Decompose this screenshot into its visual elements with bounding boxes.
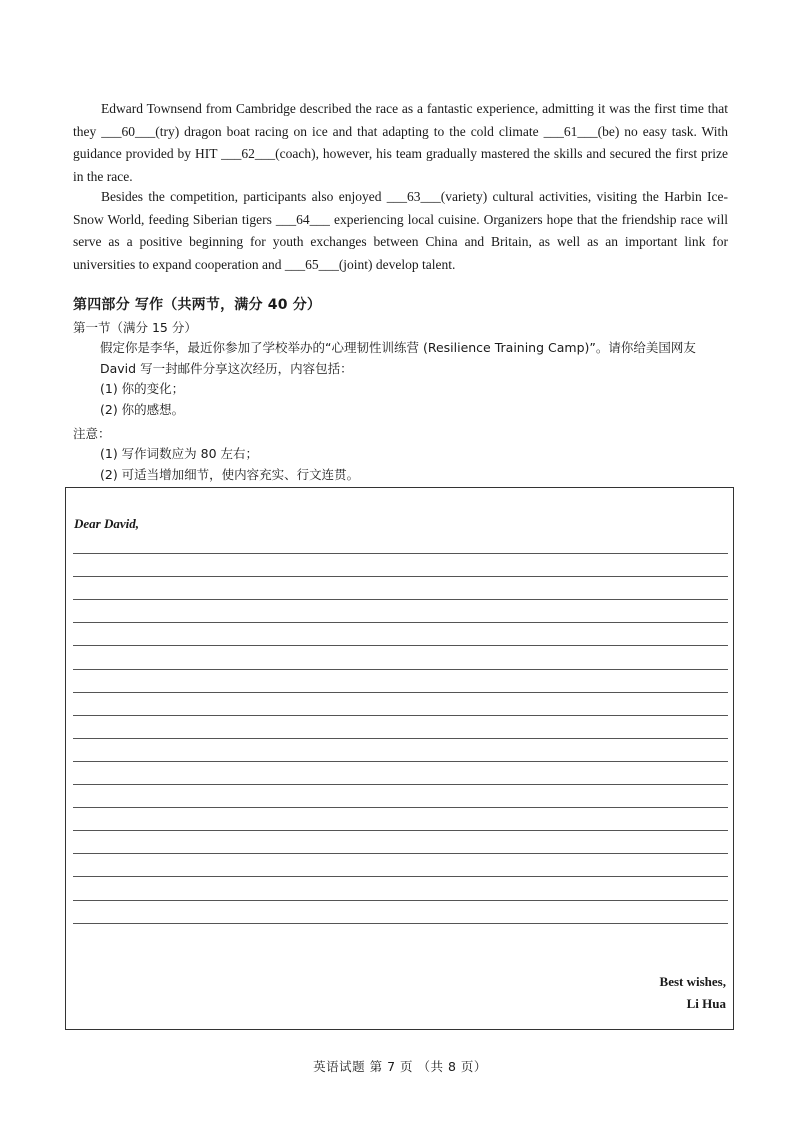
writing-task <box>73 338 733 420</box>
writing-line[interactable] <box>73 900 728 901</box>
page-footer: 英语试题 第 7 页 （共 8 页） <box>313 1059 487 1074</box>
paragraph-2-text: Besides the competition, participants also enjoyed ___63___(variety) cultural activities, visiting the Harbin Ice-Snow World, feeding Siberian tigers ___64___ experiencing local cuisine. Organizers hope that the friendship race will serve as a positive beginning for youth exchanges between China and Britain, as well as an important link for universities to expand cooperation and ___65___(joint) develop talent. <box>73 189 728 272</box>
closing-phrase: Best wishes, <box>659 974 726 989</box>
content-points <box>73 379 733 420</box>
passage-paragraph-2 <box>73 186 728 276</box>
writing-line[interactable] <box>73 645 728 646</box>
writing-line[interactable] <box>73 622 728 623</box>
writing-part-title: 第四部分 写作（共两节，满分 40 分） <box>73 297 322 313</box>
letter-closing <box>660 971 726 1015</box>
paragraph-1-text: Edward Townsend from Cambridge described the race as a fantastic experience, admitting it was the first time that they ___60___(try) dragon boat racing on ice and that adapting to the cold climate ___61___(be) no easy task. With guidance provided by HIT ___62___(coach), however, his team gradually mastered the skills and secured the first prize in the race. <box>73 101 728 184</box>
passage-paragraph-1 <box>73 98 728 188</box>
writing-line[interactable] <box>73 692 728 693</box>
writing-line[interactable] <box>73 830 728 831</box>
note-2: (2) 可适当增加细节，使内容充实、行文连贯。 <box>100 466 360 482</box>
salutation: Dear David, <box>74 516 139 531</box>
writing-line[interactable] <box>73 738 728 739</box>
signature: Li Hua <box>686 996 726 1011</box>
writing-line[interactable] <box>73 669 728 670</box>
writing-line[interactable] <box>73 761 728 762</box>
writing-line[interactable] <box>73 784 728 785</box>
task-prompt: 假定你是李华，最近你参加了学校举办的“心理韧性训练营 (Resilience Training Camp)”。请你给美国网友 David 写一封邮件分享这次经历，内容包括： <box>100 340 696 376</box>
writing-line[interactable] <box>73 876 728 877</box>
writing-line[interactable] <box>73 807 728 808</box>
writing-line[interactable] <box>73 715 728 716</box>
writing-section-title: 第一节（满分 15 分） <box>73 320 197 335</box>
note-1: (1) 写作词数应为 80 左右； <box>100 446 259 461</box>
writing-line[interactable] <box>73 923 728 924</box>
writing-line[interactable] <box>73 576 728 577</box>
notes-label: 注意： <box>73 426 111 441</box>
writing-line[interactable] <box>73 553 728 554</box>
notes-list <box>100 444 359 485</box>
writing-line[interactable] <box>73 853 728 854</box>
answer-box[interactable] <box>65 487 734 1030</box>
content-point-2: (2) 你的感想。 <box>100 401 185 417</box>
writing-line[interactable] <box>73 599 728 600</box>
content-point-1: (1) 你的变化； <box>100 381 185 396</box>
